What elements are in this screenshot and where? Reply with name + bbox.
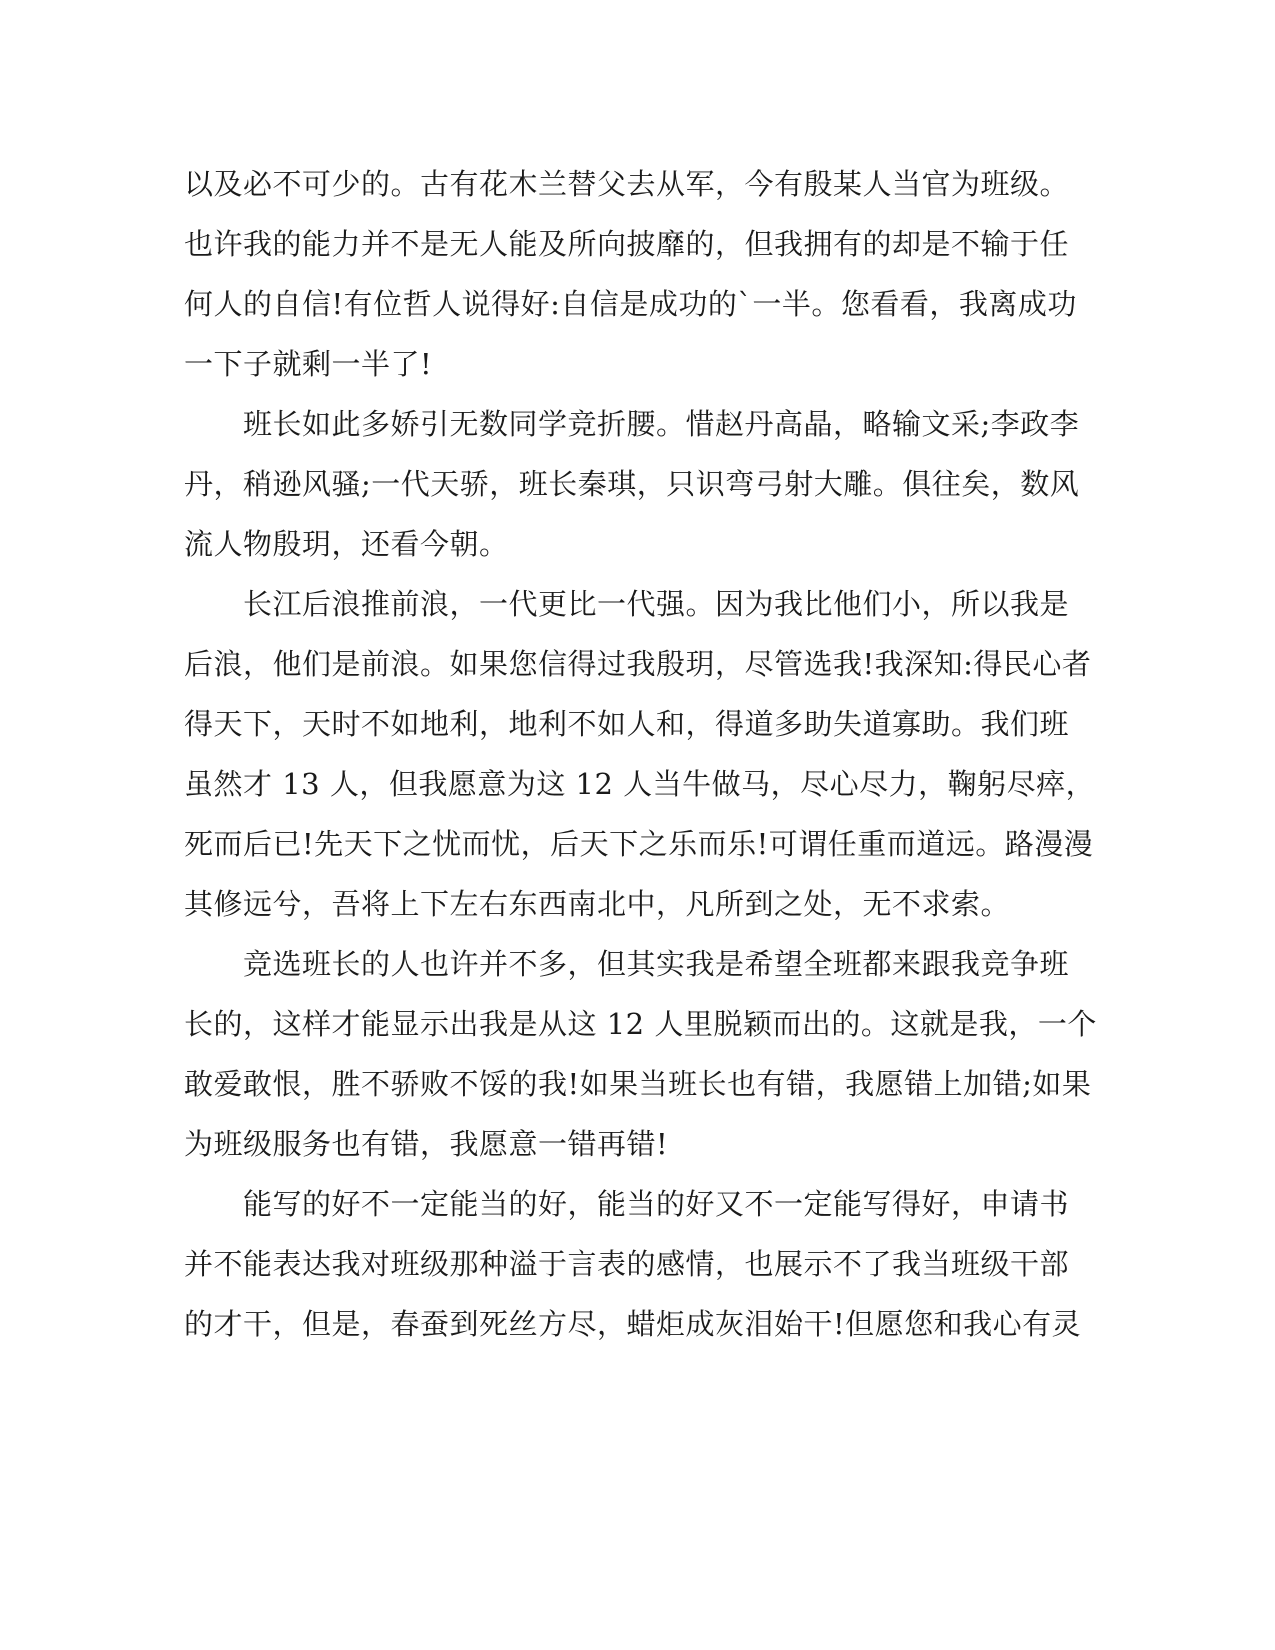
text-line: 敢爱敢恨，胜不骄败不馁的我!如果当班长也有错，我愿错上加错;如果	[184, 1067, 1092, 1101]
text-line: 以及必不可少的。古有花木兰替父去从军，今有殷某人当官为班级。	[184, 167, 1070, 201]
text-line: 能写的好不一定能当的好，能当的好又不一定能写得好，申请书	[184, 1187, 1070, 1221]
text-line: 死而后已!先天下之忧而忧，后天下之乐而乐!可谓任重而道远。路漫漫	[184, 827, 1094, 861]
text-line: 丹，稍逊风骚;一代天骄，班长秦琪，只识弯弓射大雕。俱往矣，数风	[184, 467, 1080, 501]
document-body	[184, 154, 1097, 1354]
text-line: 也许我的能力并不是无人能及所向披靡的，但我拥有的却是不输于任	[184, 227, 1070, 261]
text-line: 为班级服务也有错，我愿意一错再错!	[184, 1127, 669, 1161]
text-line: 其修远兮，吾将上下左右东西南北中，凡所到之处，无不求索。	[184, 887, 1011, 921]
text-line: 长的，这样才能显示出我是从这 12 人里脱颖而出的。这就是我，一个	[184, 1007, 1097, 1041]
text-line: 班长如此多娇引无数同学竞折腰。惜赵丹高晶，略输文采;李政李	[184, 407, 1080, 441]
text-line: 的才干，但是，春蚕到死丝方尽，蜡炬成灰泪始干!但愿您和我心有灵	[184, 1307, 1082, 1341]
text-line: 得天下，天时不如地利，地利不如人和，得道多助失道寡助。我们班	[184, 707, 1070, 741]
text-line: 虽然才 13 人，但我愿意为这 12 人当牛做马，尽心尽力，鞠躬尽瘁，	[184, 767, 1096, 801]
text-line: 竞选班长的人也许并不多，但其实我是希望全班都来跟我竞争班	[184, 947, 1070, 981]
text-line: 何人的自信!有位哲人说得好:自信是成功的`一半。您看看，我离成功	[184, 287, 1077, 321]
text-line: 后浪，他们是前浪。如果您信得过我殷玥，尽管选我!我深知:得民心者	[184, 647, 1092, 681]
text-line: 并不能表达我对班级那种溢于言表的感情，也展示不了我当班级干部	[184, 1247, 1070, 1281]
text-line: 一下子就剩一半了!	[184, 347, 433, 381]
text-line: 长江后浪推前浪，一代更比一代强。因为我比他们小，所以我是	[184, 587, 1070, 621]
text-line: 流人物殷玥，还看今朝。	[184, 527, 509, 561]
